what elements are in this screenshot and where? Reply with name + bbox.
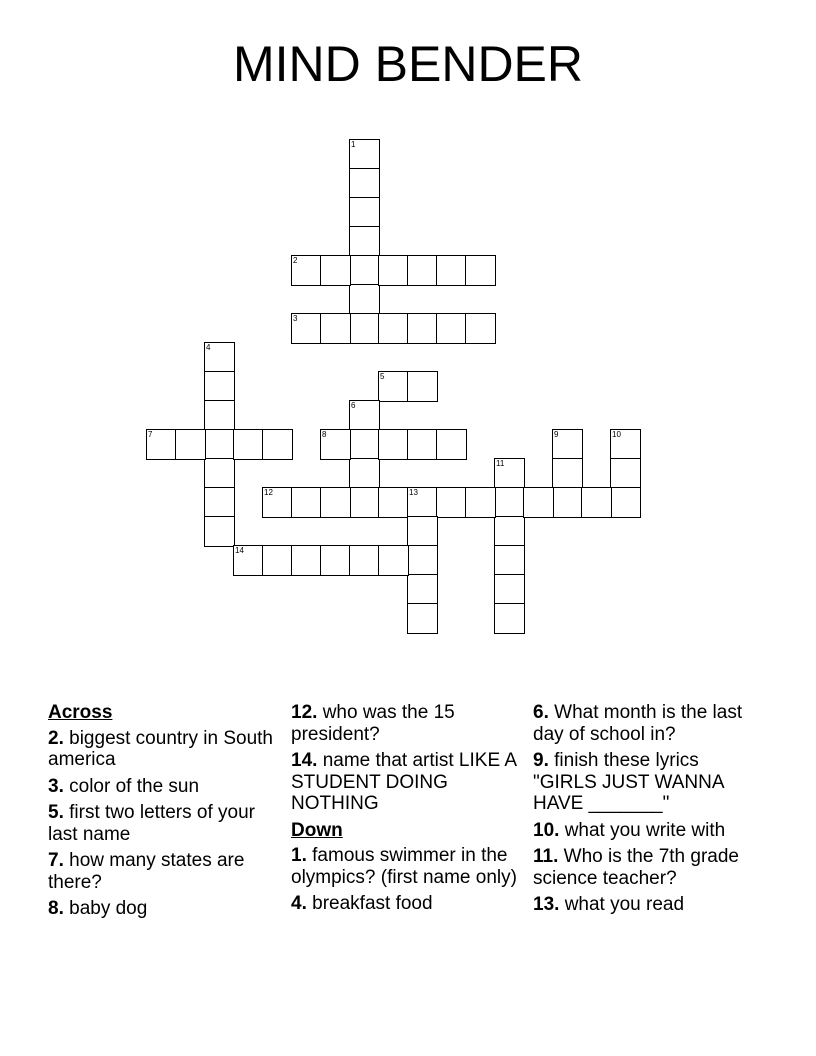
crossword-cell[interactable] [378,255,409,286]
crossword-cell[interactable] [204,371,235,402]
clue-across-7 [48,850,278,893]
clues-column-1 [48,702,278,925]
crossword-cell[interactable] [552,429,583,460]
across-heading: Across [48,702,113,723]
clue-down-11 [533,846,763,889]
crossword-cell[interactable] [378,545,409,576]
crossword-cell[interactable] [494,516,525,547]
crossword-cell[interactable] [349,139,380,170]
crossword-cell[interactable] [349,545,380,576]
crossword-cell[interactable] [436,487,467,518]
clue-number: 5. [48,802,64,823]
crossword-cell[interactable] [378,487,409,518]
clue-number: 1. [291,845,307,866]
crossword-cell[interactable] [320,429,351,460]
clue-number: 8. [48,898,64,919]
crossword-cell[interactable] [349,429,380,460]
crossword-cell[interactable] [610,429,641,460]
clue-number: 14. [291,750,318,771]
crossword-cell[interactable] [204,400,235,431]
crossword-cell[interactable] [436,429,467,460]
crossword-cell[interactable] [349,313,380,344]
clue-text: What month is the last day of school in? [533,702,743,745]
clue-number: 2. [48,727,64,749]
crossword-cell[interactable] [552,458,583,489]
clues-column-3 [533,702,763,921]
cell-number: 1 [351,140,356,149]
clue-text: how many states are there? [48,850,245,893]
crossword-cell[interactable] [610,487,641,518]
crossword-cell[interactable] [378,313,409,344]
clue-text: biggest country in South america [48,727,273,770]
crossword-cell[interactable] [494,458,525,489]
clue-across-8 [48,898,278,920]
clue-text: baby dog [69,898,148,919]
crossword-cell[interactable] [378,429,409,460]
crossword-cell[interactable] [407,487,438,518]
clue-across-5 [48,802,278,845]
crossword-cell[interactable] [465,255,496,286]
clue-text: color of the sun [69,775,200,797]
clue-text: Who is the 7th grade science teacher? [533,846,739,889]
clue-text: who was the 15 president? [291,702,455,745]
crossword-cell[interactable] [465,313,496,344]
crossword-cell[interactable] [349,487,380,518]
crossword-cell[interactable] [291,545,322,576]
crossword-cell[interactable] [291,255,322,286]
crossword-cell[interactable] [349,255,380,286]
crossword-cell[interactable] [378,371,409,402]
clue-number: 3. [48,775,64,797]
crossword-cell[interactable] [262,545,293,576]
puzzle-title: MIND BENDER [232,36,584,92]
crossword-cell[interactable] [349,458,380,489]
crossword-cell[interactable] [465,487,496,518]
crossword-cell[interactable] [407,574,438,605]
clue-number: 7. [48,850,64,871]
crossword-cell[interactable] [349,400,380,431]
crossword-cell[interactable] [291,313,322,344]
crossword-cell[interactable] [494,603,525,634]
crossword-cell[interactable] [320,487,351,518]
crossword-cell[interactable] [407,545,438,576]
clue-text: famous swimmer in the olympics? (first name only) [291,845,517,888]
cell-number: 6 [351,401,356,410]
crossword-cell[interactable] [320,255,351,286]
clue-text: what you write with [564,819,726,841]
crossword-cell[interactable] [233,545,264,576]
clue-down-1 [291,845,521,888]
clue-down-4 [291,893,521,915]
clue-across-3 [48,776,278,798]
crossword-cell[interactable] [407,313,438,344]
crossword-cell[interactable] [349,284,380,315]
clue-number: 10. [533,819,560,841]
crossword-cell[interactable] [610,458,641,489]
crossword-cell[interactable] [204,487,235,518]
crossword-cell[interactable] [494,545,525,576]
cell-number: 10 [612,430,621,439]
cell-number: 7 [148,430,153,439]
crossword-cell[interactable] [320,545,351,576]
down-heading: Down [291,819,343,841]
cell-number: 12 [264,488,273,497]
crossword-cell[interactable] [233,429,264,460]
cell-number: 14 [235,546,244,555]
cell-number: 11 [496,459,505,468]
crossword-cell[interactable] [581,487,612,518]
crossword-cell[interactable] [291,487,322,518]
crossword-cell[interactable] [407,429,438,460]
clue-text: breakfast food [312,893,433,914]
cell-number: 4 [206,343,211,352]
crossword-cell[interactable] [204,342,235,373]
clue-text: first two letters of your last name [48,802,255,845]
clue-text: name that artist LIKE A STUDENT DOING NOTHING [291,750,516,814]
crossword-cell[interactable] [494,487,525,518]
clue-across-14 [291,750,521,815]
cell-number: 8 [322,430,327,439]
cell-number: 3 [293,314,298,323]
cell-number: 9 [554,430,559,439]
crossword-cell[interactable] [523,487,554,518]
crossword-cell[interactable] [262,487,293,518]
cell-number: 5 [380,372,385,381]
crossword-cell[interactable] [436,255,467,286]
crossword-cell[interactable] [349,168,380,199]
crossword-cell[interactable] [436,313,467,344]
crossword-cell[interactable] [262,429,293,460]
clues-column-2 [291,702,521,920]
crossword-cell[interactable] [494,574,525,605]
clue-text: finish these lyrics "GIRLS JUST WANNA HAVE _______" [533,750,724,814]
crossword-cell[interactable] [407,603,438,634]
crossword-cell[interactable] [349,226,380,257]
crossword-cell[interactable] [175,429,206,460]
crossword-cell[interactable] [146,429,177,460]
clue-across-12 [291,702,521,745]
crossword-cell[interactable] [407,516,438,547]
clue-text: what you read [564,894,685,915]
crossword-cell[interactable] [407,255,438,286]
clue-number: 13. [533,894,560,915]
clue-down-9 [533,750,763,815]
clue-number: 4. [291,893,307,914]
clue-down-6 [533,702,763,745]
clue-number: 12. [291,702,318,723]
clue-number: 6. [533,702,549,723]
crossword-cell[interactable] [320,313,351,344]
cell-number: 13 [409,488,418,497]
crossword-cell[interactable] [552,487,583,518]
clue-down-13 [533,894,763,916]
clue-across-2 [48,728,278,771]
crossword-cell[interactable] [204,458,235,489]
clue-number: 9. [533,750,549,771]
crossword-cell[interactable] [204,429,235,460]
clue-down-10 [533,820,763,842]
crossword-cell[interactable] [204,516,235,547]
clue-number: 11. [533,846,559,867]
crossword-cell[interactable] [349,197,380,228]
cell-number: 2 [293,256,298,265]
crossword-cell[interactable] [407,371,438,402]
